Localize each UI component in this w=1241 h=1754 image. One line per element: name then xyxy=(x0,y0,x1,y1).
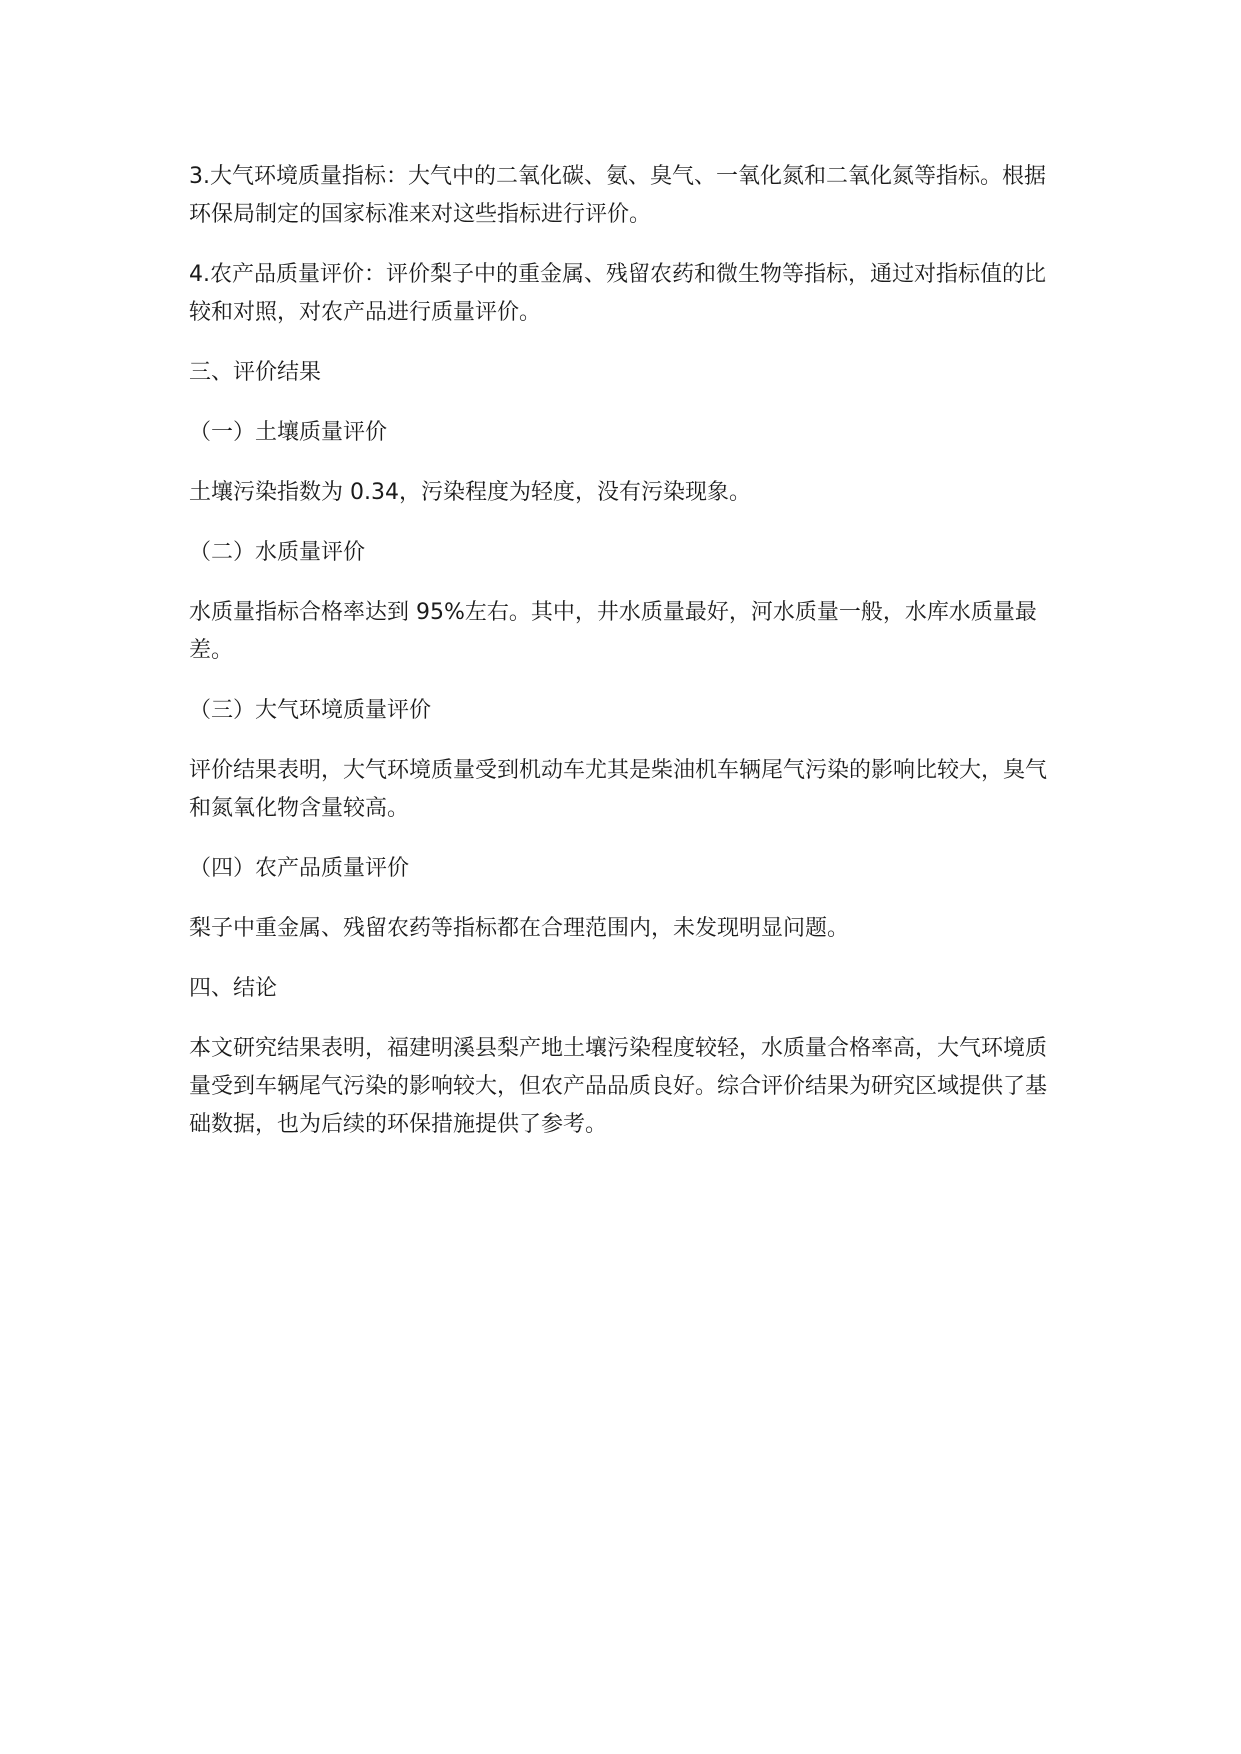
section-heading-conclusion: 四、结论 xyxy=(189,976,278,1001)
paragraph-conclusion: 本文研究结果表明，福建明溪县梨产地土壤污染程度较轻，水质量合格率高，大气环境质量受到车辆尾气污染的影响较大，但农产品品质良好。综合评价结果为研究区域提供了基础数据，也为后续的环保措施提供了参考。 xyxy=(189,1036,1048,1137)
subheading-air-quality: （三）大气环境质量评价 xyxy=(189,698,432,723)
subheading-agri-quality: （四）农产品质量评价 xyxy=(189,856,410,881)
subheading-soil-quality: （一）土壤质量评价 xyxy=(189,420,388,445)
paragraph-air-result: 评价结果表明，大气环境质量受到机动车尤其是柴油机车辆尾气污染的影响比较大，臭气和氮氧化物含量较高。 xyxy=(189,758,1048,821)
paragraph-soil-result: 土壤污染指数为 0.34，污染程度为轻度，没有污染现象。 xyxy=(189,480,751,505)
document-body xyxy=(189,158,1057,1166)
section-heading-results: 三、评价结果 xyxy=(189,360,322,385)
subheading-water-quality: （二）水质量评价 xyxy=(189,540,366,565)
paragraph-agri-result: 梨子中重金属、残留农药等指标都在合理范围内，未发现明显问题。 xyxy=(189,916,850,941)
paragraph-air-quality-indicators: 3.大气环境质量指标：大气中的二氧化碳、氨、臭气、一氧化氮和二氧化氮等指标。根据环保局制定的国家标准来对这些指标进行评价。 xyxy=(189,164,1046,227)
paragraph-water-result: 水质量指标合格率达到 95%左右。其中，井水质量最好，河水质量一般，水库水质量最差。 xyxy=(189,600,1037,663)
paragraph-agri-product-evaluation: 4.农产品质量评价：评价梨子中的重金属、残留农药和微生物等指标，通过对指标值的比较和对照，对农产品进行质量评价。 xyxy=(189,262,1046,325)
